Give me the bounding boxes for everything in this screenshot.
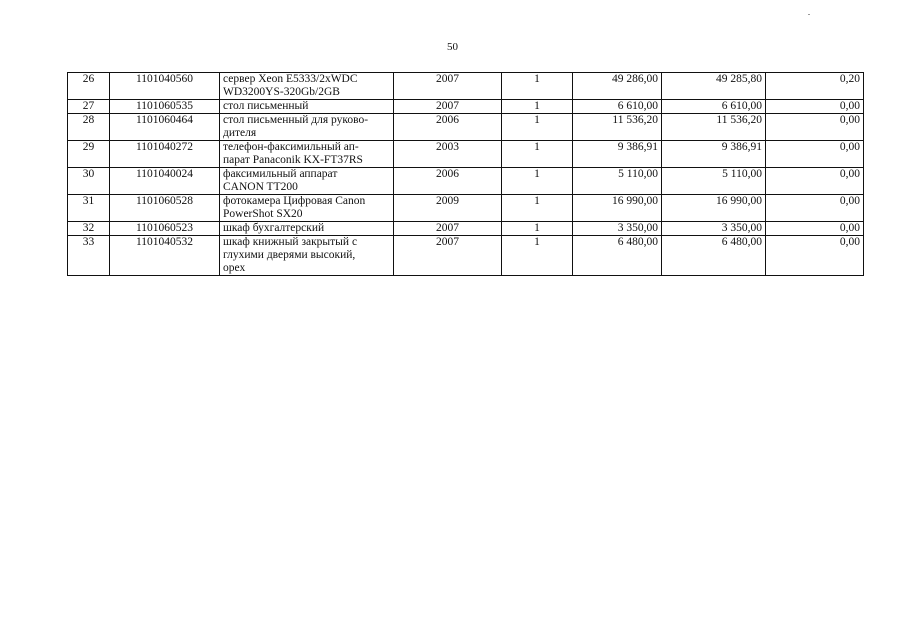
row-number-cell: 29	[68, 141, 110, 168]
cost-cell: 49 286,00	[573, 73, 662, 100]
item-name-line: телефон-факсимильный ап-	[223, 141, 359, 153]
quantity-cell: 1	[502, 222, 573, 236]
item-name-line: фотокамера Цифровая Canon	[223, 195, 366, 207]
row-number-cell: 30	[68, 168, 110, 195]
item-name-line: WD3200YS-320Gb/2GB	[223, 86, 340, 98]
quantity-cell: 1	[502, 168, 573, 195]
residual-value-cell: 0,00	[766, 114, 864, 141]
item-name-cell	[220, 114, 394, 141]
inventory-code-cell: 1101060535	[110, 100, 220, 114]
item-name-line: PowerShot SX20	[223, 208, 303, 220]
quantity-cell: 1	[502, 73, 573, 100]
page-number: 50	[447, 41, 458, 53]
item-name-line: стол письменный	[223, 100, 309, 112]
table-body	[68, 73, 864, 276]
row-number-cell: 31	[68, 195, 110, 222]
cost-cell: 5 110,00	[573, 168, 662, 195]
inventory-table	[67, 72, 864, 276]
row-number-cell: 26	[68, 73, 110, 100]
cost-cell: 16 990,00	[573, 195, 662, 222]
item-name-cell	[220, 100, 394, 114]
inventory-code-cell: 1101040024	[110, 168, 220, 195]
depreciation-cell: 5 110,00	[662, 168, 766, 195]
item-name-line: факсимильный аппарат	[223, 168, 338, 180]
inventory-code-cell: 1101040560	[110, 73, 220, 100]
depreciation-cell: 3 350,00	[662, 222, 766, 236]
inventory-code-cell: 1101060464	[110, 114, 220, 141]
table-row	[68, 195, 864, 222]
residual-value-cell: 0,00	[766, 168, 864, 195]
table-row	[68, 73, 864, 100]
item-name-line: орех	[223, 262, 246, 274]
cost-cell: 9 386,91	[573, 141, 662, 168]
table-row	[68, 236, 864, 276]
item-name-line: сервер Xeon E5333/2xWDC	[223, 73, 358, 85]
inventory-code-cell: 1101060528	[110, 195, 220, 222]
quantity-cell: 1	[502, 114, 573, 141]
quantity-cell: 1	[502, 195, 573, 222]
table-row	[68, 141, 864, 168]
quantity-cell: 1	[502, 100, 573, 114]
residual-value-cell: 0,00	[766, 222, 864, 236]
residual-value-cell: 0,00	[766, 141, 864, 168]
item-name-line: шкаф бухгалтерский	[223, 222, 325, 234]
item-name-line: шкаф книжный закрытый с	[223, 236, 358, 248]
item-name-line: дителя	[223, 127, 257, 139]
row-number-cell: 28	[68, 114, 110, 141]
row-number-cell: 32	[68, 222, 110, 236]
depreciation-cell: 11 536,20	[662, 114, 766, 141]
item-name-line: стол письменный для руково-	[223, 114, 369, 126]
residual-value-cell: 0,00	[766, 236, 864, 276]
quantity-cell: 1	[502, 236, 573, 276]
inventory-code-cell: 1101060523	[110, 222, 220, 236]
table-row	[68, 114, 864, 141]
residual-value-cell: 0,00	[766, 100, 864, 114]
table-row	[68, 168, 864, 195]
inventory-code-cell: 1101040532	[110, 236, 220, 276]
depreciation-cell: 6 610,00	[662, 100, 766, 114]
depreciation-cell: 6 480,00	[662, 236, 766, 276]
item-name-line: CANON TT200	[223, 181, 298, 193]
year-cell: 2007	[394, 73, 502, 100]
year-cell: 2007	[394, 236, 502, 276]
table-row	[68, 100, 864, 114]
cost-cell: 6 610,00	[573, 100, 662, 114]
year-cell: 2009	[394, 195, 502, 222]
item-name-line: глухими дверями высокий,	[223, 249, 356, 261]
cost-cell: 6 480,00	[573, 236, 662, 276]
year-cell: 2003	[394, 141, 502, 168]
cost-cell: 3 350,00	[573, 222, 662, 236]
item-name-cell	[220, 168, 394, 195]
cost-cell: 11 536,20	[573, 114, 662, 141]
year-cell: 2006	[394, 114, 502, 141]
quantity-cell: 1	[502, 141, 573, 168]
item-name-cell	[220, 195, 394, 222]
item-name-cell	[220, 222, 394, 236]
table-row	[68, 222, 864, 236]
item-name-cell	[220, 141, 394, 168]
depreciation-cell: 49 285,80	[662, 73, 766, 100]
residual-value-cell: 0,00	[766, 195, 864, 222]
year-cell: 2006	[394, 168, 502, 195]
item-name-line: парат Panaconik KX-FT37RS	[223, 154, 363, 166]
year-cell: 2007	[394, 222, 502, 236]
year-cell: 2007	[394, 100, 502, 114]
inventory-code-cell: 1101040272	[110, 141, 220, 168]
scan-artifact-dot	[808, 14, 810, 15]
item-name-cell	[220, 236, 394, 276]
depreciation-cell: 16 990,00	[662, 195, 766, 222]
row-number-cell: 27	[68, 100, 110, 114]
residual-value-cell: 0,20	[766, 73, 864, 100]
row-number-cell: 33	[68, 236, 110, 276]
depreciation-cell: 9 386,91	[662, 141, 766, 168]
item-name-cell	[220, 73, 394, 100]
